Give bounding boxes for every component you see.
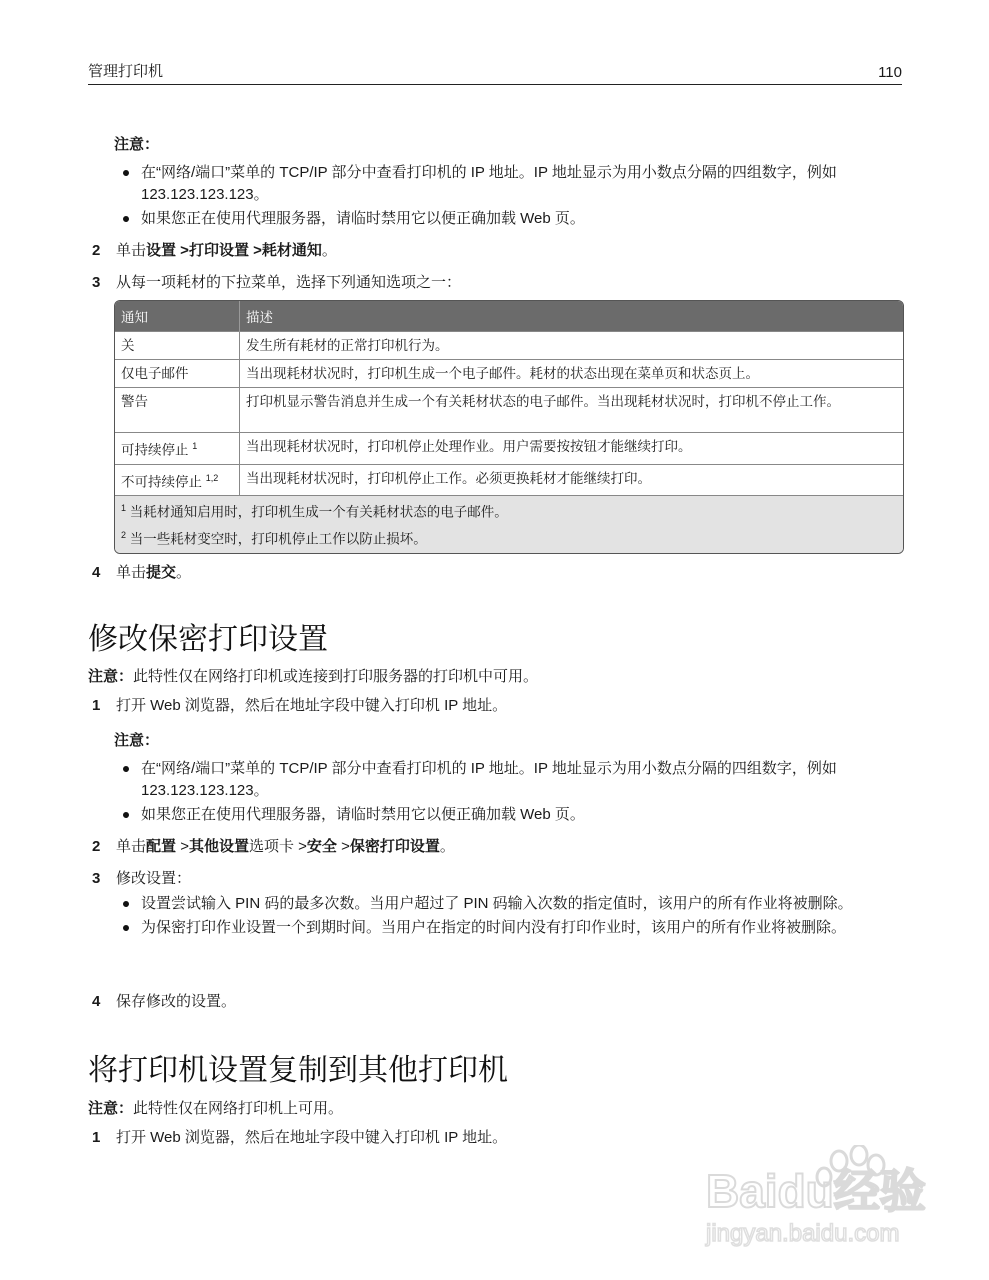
step-1 (92, 695, 507, 717)
table-footnotes (115, 496, 903, 554)
baidu-watermark (704, 1145, 934, 1255)
table-cell-desc: 当出现耗材状况时，打印机停止工作。必须更换耗材才能继续打印。 (240, 464, 904, 496)
table-cell-desc: 打印机显示警告消息并生成一个有关耗材状态的电子邮件。当出现耗材状况时，打印机不停止工作。 (240, 388, 904, 433)
step-text: 从每一项耗材的下拉菜单，选择下列通知选项之一： (116, 274, 462, 291)
step-text: 打开 Web 浏览器，然后在地址字段中键入打印机 IP 地址。 (116, 1129, 508, 1146)
table-cell-name: 仅电子邮件 (115, 360, 240, 388)
step-suffix: 。 (439, 838, 455, 855)
column-header-description: 描述 (240, 301, 904, 332)
footnote-2: $^2$ 当一些耗材变空时，打印机停止工作以防止损坏。 (121, 529, 427, 546)
footnote-1: $^1$ 当耗材通知启用时，打印机生成一个有关耗材状态的电子邮件。 (121, 503, 508, 520)
list-item: 在“网络/端口”菜单的 TCP/IP 部分中查看打印机的 IP 地址。IP 地址显示为用小数点分隔的四组数字，例如 123.123.123.123。 (114, 758, 902, 802)
menu-config: 配置 (146, 838, 177, 855)
step-4 (92, 562, 191, 584)
note-label: 注意： (88, 1100, 134, 1117)
notification-table (114, 300, 904, 554)
list-item: 如果您正在使用代理服务器，请临时禁用它以便正确加载 Web 页。 (114, 208, 902, 230)
step-text: 保存修改的设置。 (116, 993, 237, 1010)
step-text: 单击 (116, 838, 147, 855)
table-cell-name: 关 (115, 332, 240, 360)
step-number: 2 (92, 838, 101, 855)
step-3 (92, 272, 461, 294)
step-2 (92, 836, 455, 858)
table-cell-desc: 发生所有耗材的正常打印机行为。 (240, 332, 904, 360)
settings-bullets (114, 893, 902, 941)
step-text: 修改设置： (116, 870, 192, 887)
sep: > (176, 838, 189, 855)
footnote-cell (115, 496, 903, 554)
footnote-ref: 1,2 (205, 472, 219, 483)
sep: > (336, 838, 350, 855)
page-number: 110 (878, 64, 902, 81)
step-number: 3 (92, 870, 101, 887)
section-note (88, 1097, 343, 1118)
submit-label: 提交 (146, 564, 177, 581)
note-bullets (114, 758, 902, 828)
watermark-url: jingyan.baidu.com (706, 1220, 900, 1247)
note-bullets (114, 162, 902, 232)
menu-path: 设置 >打印设置 >耗材通知 (146, 242, 322, 259)
sep: 选项卡 > (248, 838, 307, 855)
section-note (88, 665, 538, 686)
table-row (115, 388, 903, 433)
step-suffix: 。 (321, 242, 337, 259)
step-number: 1 (92, 1129, 101, 1146)
step-number: 2 (92, 242, 101, 259)
table-row (115, 433, 903, 465)
column-header-notification: 通知 (115, 301, 240, 332)
page-header (88, 62, 902, 85)
table-row (115, 360, 903, 388)
menu-security: 安全 (306, 838, 337, 855)
note-label: 注意： (88, 668, 134, 685)
table-row (115, 332, 903, 360)
list-item: 在“网络/端口”菜单的 TCP/IP 部分中查看打印机的 IP 地址。IP 地址显示为用小数点分隔的四组数字，例如 123.123.123.123。 (114, 162, 902, 206)
list-item: 如果您正在使用代理服务器，请临时禁用它以便正确加载 Web 页。 (114, 804, 902, 826)
step-text: 打开 Web 浏览器，然后在地址字段中键入打印机 IP 地址。 (116, 697, 508, 714)
section-title-copy-settings: 将打印机设置复制到其他打印机 (88, 1054, 508, 1087)
list-item: 为保密打印作业设置一个到期时间。当用户在指定的时间内没有打印作业时，该用户的所有作业将被删除。 (114, 917, 902, 939)
table-cell-name: 不可持续停止 $^{1,2}$ (115, 464, 240, 496)
note-text: 此特性仅在网络打印机或连接到打印服务器的打印机中可用。 (133, 668, 539, 685)
step-text: 单击 (116, 564, 147, 581)
step-2 (92, 240, 337, 262)
note-text: 此特性仅在网络打印机上可用。 (133, 1100, 344, 1117)
step-1 (92, 1127, 507, 1149)
header-title: 管理打印机 (88, 63, 164, 80)
note-label: 注意： (114, 136, 160, 153)
table-cell-name: 警告 (115, 388, 240, 433)
step-suffix: 。 (176, 564, 192, 581)
watermark-logo-text: Baidu经验 (706, 1165, 926, 1217)
note-label: 注意： (114, 732, 160, 749)
menu-secure-print: 保密打印设置 (349, 838, 440, 855)
table-cell-desc: 当出现耗材状况时，打印机生成一个电子邮件。耗材的状态出现在菜单页和状态页上。 (240, 360, 904, 388)
step-text: 单击 (116, 242, 147, 259)
footnote-ref: 1 (192, 441, 198, 451)
table-cell-desc: 当出现耗材状况时，打印机停止处理作业。用户需要按按钮才能继续打印。 (240, 433, 904, 465)
list-item: 设置尝试输入 PIN 码的最多次数。当用户超过了 PIN 码输入次数的指定值时，该用户的所有作业将被删除。 (114, 893, 902, 915)
section-title-secure-print: 修改保密打印设置 (88, 623, 328, 656)
step-4 (92, 991, 236, 1013)
step-3 (92, 868, 191, 890)
step-number: 4 (92, 993, 101, 1010)
table-cell-name: 可持续停止 $^1$ (115, 433, 240, 465)
menu-other-settings: 其他设置 (188, 838, 249, 855)
baidu-paw-icon (704, 1145, 934, 1255)
step-number: 3 (92, 274, 101, 291)
step-number: 1 (92, 697, 101, 714)
step-number: 4 (92, 564, 101, 581)
table-row (115, 464, 903, 496)
